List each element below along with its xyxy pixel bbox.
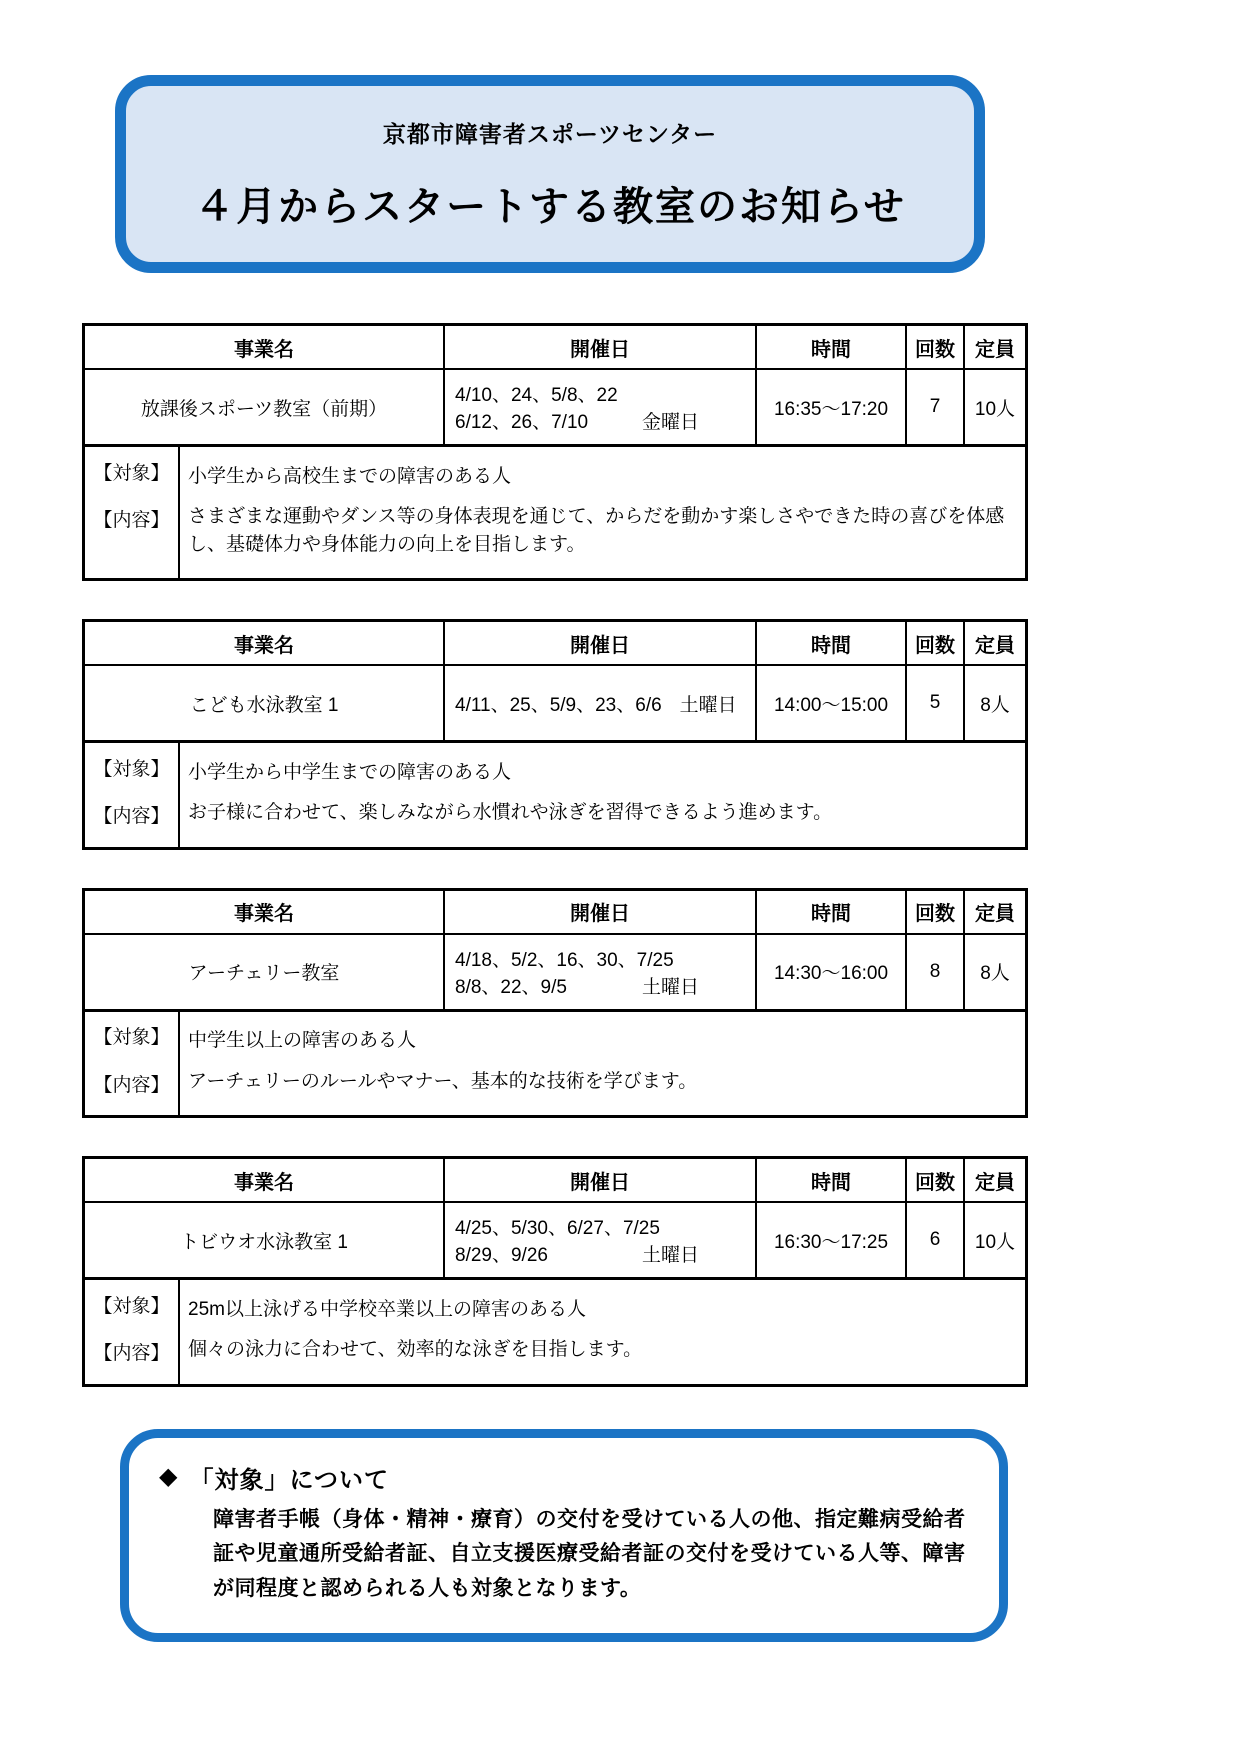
weekday-line2: 金曜日 — [641, 412, 699, 433]
cell-capacity: 8人 — [980, 694, 1010, 716]
cell-count: 5 — [907, 666, 965, 740]
center-name: 京都市障害者スポーツセンター — [382, 121, 718, 147]
table-header-row — [85, 326, 1025, 370]
col-header-time: 時間 — [757, 891, 907, 933]
target-label: 【対象】 — [85, 447, 180, 495]
target-label: 【対象】 — [85, 1012, 180, 1060]
cell-time: 14:00～15:00 — [757, 666, 907, 740]
col-header-time: 時間 — [757, 622, 907, 664]
col-header-time: 時間 — [757, 326, 907, 368]
dates-line2: 8/8、22、9/5 — [455, 976, 567, 998]
table-data-row — [85, 666, 1025, 743]
content-text: 個々の泳力に合わせて、効率的な泳ぎを目指します。 — [188, 1339, 643, 1361]
note-box — [120, 1429, 1008, 1642]
col-header-capacity: 定員 — [975, 1171, 1015, 1194]
cell-class-name: トビウオ水泳教室 1 — [85, 1203, 445, 1277]
col-header-count: 回数 — [907, 326, 965, 368]
table-header-row — [85, 1159, 1025, 1203]
dates-line1: 4/10、24、5/8、22 — [455, 385, 618, 406]
table-data-row — [85, 1203, 1025, 1280]
col-header-dates: 開催日 — [445, 1159, 757, 1201]
cell-dates — [445, 1203, 757, 1277]
col-header-name: 事業名 — [85, 326, 445, 368]
table-data-row — [85, 935, 1025, 1012]
tables-container — [82, 323, 1028, 1387]
page-title: ４月からスタートする教室のお知らせ — [194, 185, 906, 229]
content-text: お子様に合わせて、楽しみながら水慣れや泳ぎを習得できるよう進めます。 — [188, 802, 833, 824]
weekday-line2: 土曜日 — [641, 1245, 699, 1267]
cell-count: 7 — [907, 370, 965, 444]
target-content-block — [85, 1280, 1025, 1384]
note-title-line — [159, 1460, 967, 1495]
col-header-dates: 開催日 — [445, 622, 757, 664]
content-label: 【内容】 — [85, 791, 180, 847]
weekday-line2: 土曜日 — [641, 976, 699, 998]
dates-line1: 4/25、5/30、6/27、7/25 — [455, 1218, 660, 1240]
col-header-count: 回数 — [907, 622, 965, 664]
content-label: 【内容】 — [85, 1060, 180, 1116]
target-text: 小学生から中学生までの障害のある人 — [188, 761, 512, 783]
col-header-count: 回数 — [907, 891, 965, 933]
col-header-capacity: 定員 — [975, 634, 1015, 657]
col-header-dates: 開催日 — [445, 326, 757, 368]
content-label: 【内容】 — [85, 495, 180, 578]
target-label: 【対象】 — [85, 1280, 180, 1328]
col-header-name: 事業名 — [85, 891, 445, 933]
class-table-archery — [82, 888, 1028, 1119]
col-header-name: 事業名 — [85, 622, 445, 664]
class-table-tobiuo-swimming — [82, 1156, 1028, 1387]
dates-line2: 6/12、26、7/10 — [455, 412, 589, 433]
note-body: 障害者手帳（身体・精神・療育）の交付を受けている人の他、指定難病受給者証や児童通所受給者証、自立支援医療受給者証の交付を受けている人等、障害が同程度と認められる人も対象となります。 — [213, 1507, 966, 1601]
target-content-block — [85, 447, 1025, 578]
col-header-time: 時間 — [757, 1159, 907, 1201]
target-content-block — [85, 743, 1025, 847]
col-header-dates: 開催日 — [445, 891, 757, 933]
content-label: 【内容】 — [85, 1328, 180, 1384]
cell-dates — [445, 935, 757, 1009]
dates-line1: 4/18、5/2、16、30、7/25 — [455, 949, 674, 971]
class-table-kids-swimming — [82, 619, 1028, 850]
cell-time: 16:30～17:25 — [757, 1203, 907, 1277]
cell-count: 6 — [907, 1203, 965, 1277]
content-text: アーチェリーのルールやマナー、基本的な技術を学びます。 — [188, 1070, 698, 1092]
target-content-block — [85, 1012, 1025, 1116]
dates-line1: 4/11、25、5/9、23、6/6 — [455, 694, 662, 716]
col-header-capacity: 定員 — [975, 903, 1015, 926]
cell-class-name: アーチェリー教室 — [85, 935, 445, 1009]
cell-dates — [445, 666, 757, 740]
cell-class-name: 放課後スポーツ教室（前期） — [85, 370, 445, 444]
cell-capacity: 10人 — [974, 1231, 1016, 1253]
class-table-afterschool-sports — [82, 323, 1028, 581]
col-header-capacity: 定員 — [975, 338, 1015, 361]
table-data-row — [85, 370, 1025, 447]
note-title: 「対象」について — [189, 1466, 389, 1494]
cell-time: 14:30～16:00 — [757, 935, 907, 1009]
target-text: 小学生から高校生までの障害のある人 — [188, 465, 512, 487]
cell-capacity: 8人 — [980, 963, 1010, 985]
cell-time: 16:35～17:20 — [757, 370, 907, 444]
table-header-row — [85, 622, 1025, 666]
diamond-icon: ◆ — [159, 1463, 178, 1491]
header-box — [115, 75, 985, 273]
dates-line2: 8/29、9/26 — [455, 1245, 548, 1267]
cell-class-name: こども水泳教室 1 — [85, 666, 445, 740]
target-label: 【対象】 — [85, 743, 180, 791]
col-header-count: 回数 — [907, 1159, 965, 1201]
content-text: さまざまな運動やダンス等の身体表現を通じて、からだを動かす楽しさやできた時の喜びを体感し、基礎体力や身体能力の向上を目指します。 — [188, 506, 1005, 555]
cell-count: 8 — [907, 935, 965, 1009]
target-text: 25m以上泳げる中学校卒業以上の障害のある人 — [188, 1298, 586, 1320]
col-header-name: 事業名 — [85, 1159, 445, 1201]
target-text: 中学生以上の障害のある人 — [188, 1030, 417, 1052]
weekday-line1: 土曜日 — [679, 694, 737, 716]
cell-dates — [445, 370, 757, 444]
cell-capacity: 10人 — [974, 398, 1016, 420]
table-header-row — [85, 891, 1025, 935]
